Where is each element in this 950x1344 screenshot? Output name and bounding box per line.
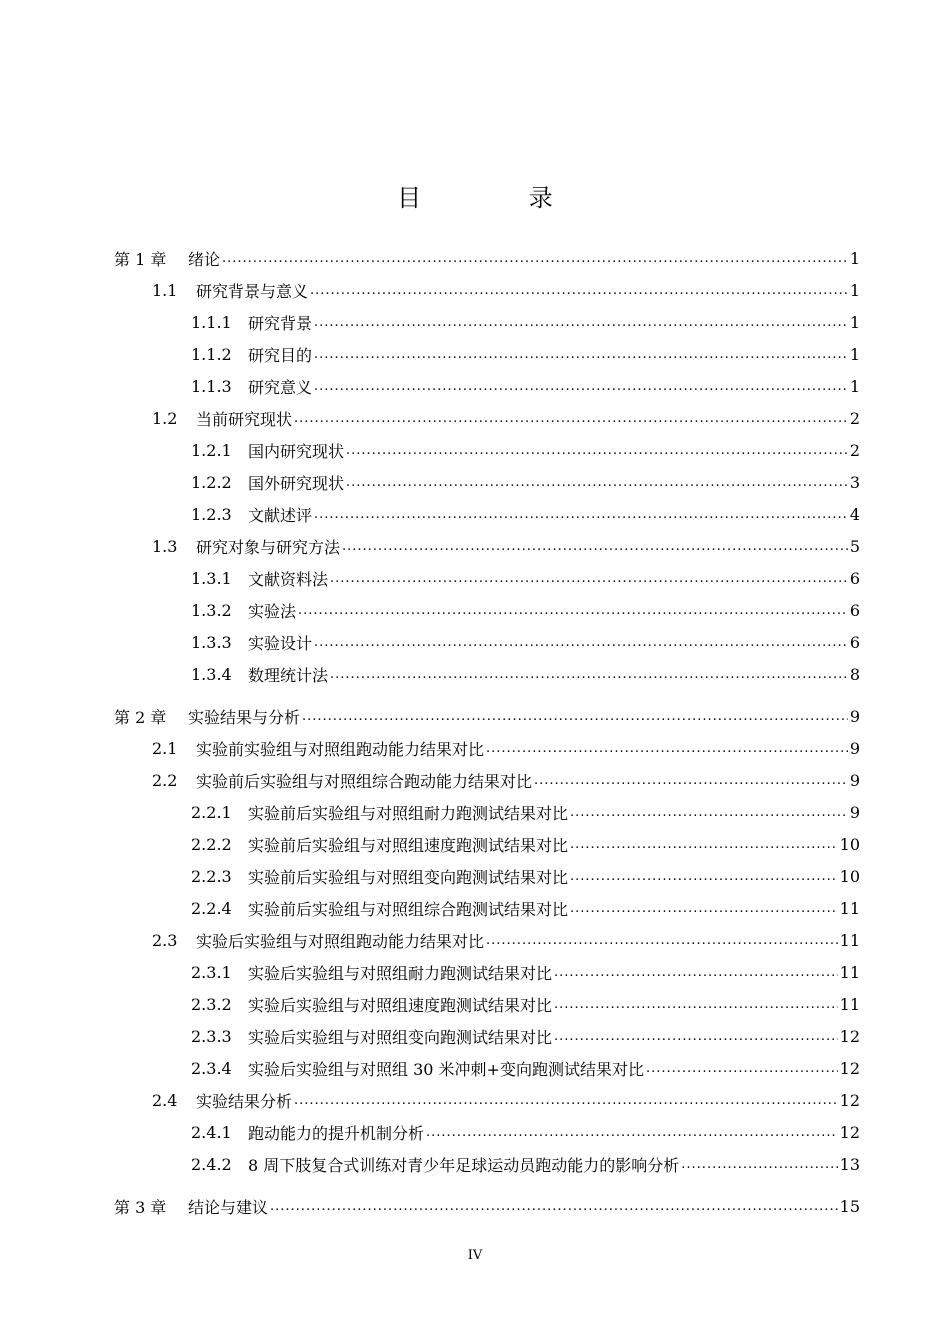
toc-entry-title: 实验前后实验组与对照组耐力跑测试结果对比 — [248, 803, 569, 823]
toc-entry[interactable] — [114, 956, 860, 988]
toc-entry-number: 1.2.3 — [191, 504, 232, 524]
toc-entry-page: 15 — [839, 1196, 860, 1216]
dot-leader — [426, 1125, 838, 1148]
dot-leader — [330, 571, 848, 594]
toc-entry-title: 8 周下肢复合式训练对青少年足球运动员跑动能力的影响分析 — [248, 1155, 680, 1175]
toc-entry-page: 1 — [849, 280, 860, 300]
toc-entry-number: 1.3.1 — [191, 568, 232, 588]
toc-entry-title: 文献资料法 — [248, 569, 329, 589]
page-title: 目 录 — [397, 184, 603, 212]
toc-entry-page: 1 — [849, 248, 860, 268]
dot-leader — [346, 475, 848, 498]
toc-entry-number: 2.2.1 — [191, 802, 232, 822]
toc-entry[interactable] — [114, 530, 860, 562]
toc-entry-title: 实验前后实验组与对照组速度跑测试结果对比 — [248, 835, 569, 855]
dot-leader — [570, 901, 838, 924]
toc-entry[interactable] — [114, 498, 860, 530]
toc-entry[interactable] — [114, 828, 860, 860]
toc-entry[interactable] — [114, 892, 860, 924]
toc-entry-title: 研究对象与研究方法 — [196, 537, 341, 557]
dot-leader — [570, 837, 838, 860]
toc-entry-page: 10 — [839, 866, 860, 886]
dot-leader — [294, 411, 848, 434]
toc-entry[interactable] — [114, 1148, 860, 1180]
toc-entry[interactable] — [114, 1190, 860, 1222]
dot-leader — [570, 805, 848, 828]
dot-leader — [298, 603, 848, 626]
dot-leader — [486, 741, 848, 764]
dot-leader — [314, 315, 848, 338]
dot-leader — [222, 251, 848, 274]
toc-entry-number: 1.1.1 — [191, 312, 232, 332]
toc-entry-title: 绪论 — [188, 249, 221, 269]
toc-entry-title: 结论与建议 — [188, 1197, 269, 1217]
toc-entry-page: 6 — [849, 600, 860, 620]
toc-entry-title: 实验法 — [248, 601, 297, 621]
toc-entry-title: 当前研究现状 — [196, 409, 293, 429]
toc-entry-title: 跑动能力的提升机制分析 — [248, 1123, 425, 1143]
toc-entry-number: 1.1.3 — [191, 376, 232, 396]
dot-leader — [486, 933, 838, 956]
toc-entry-page: 9 — [849, 802, 860, 822]
toc-entry-number: 1.3.4 — [191, 664, 232, 684]
dot-leader — [330, 667, 848, 690]
toc-entry-title: 实验前后实验组与对照组综合跑测试结果对比 — [248, 899, 569, 919]
dot-leader — [314, 635, 848, 658]
toc-entry[interactable] — [114, 1084, 860, 1116]
toc-entry-title: 实验结果分析 — [196, 1091, 293, 1111]
toc-entry[interactable] — [114, 796, 860, 828]
table-of-contents — [114, 242, 860, 1222]
toc-entry[interactable] — [114, 764, 860, 796]
toc-entry[interactable] — [114, 434, 860, 466]
toc-entry[interactable] — [114, 700, 860, 732]
toc-entry-number: 2.4 — [152, 1090, 178, 1110]
toc-entry[interactable] — [114, 370, 860, 402]
toc-entry[interactable] — [114, 1116, 860, 1148]
toc-entry-page: 9 — [849, 706, 860, 726]
toc-entry-number: 1.1.2 — [191, 344, 232, 364]
toc-entry-number: 1.2.1 — [191, 440, 232, 460]
dot-leader — [554, 997, 838, 1020]
toc-entry[interactable] — [114, 1052, 860, 1084]
toc-entry[interactable] — [114, 732, 860, 764]
dot-leader — [294, 1093, 838, 1116]
toc-entry-number: 1.1 — [152, 280, 178, 300]
toc-entry[interactable] — [114, 626, 860, 658]
toc-entry[interactable] — [114, 466, 860, 498]
toc-entry-number: 1.3.3 — [191, 632, 232, 652]
toc-entry-title: 实验后实验组与对照组跑动能力结果对比 — [196, 931, 485, 951]
toc-entry-page: 11 — [839, 994, 860, 1014]
page-number-footer: IV — [467, 1248, 483, 1263]
toc-entry-page: 13 — [839, 1154, 860, 1174]
toc-entry[interactable] — [114, 658, 860, 690]
toc-entry[interactable] — [114, 402, 860, 434]
toc-entry-page: 1 — [849, 344, 860, 364]
toc-entry-number: 2.4.1 — [191, 1122, 232, 1142]
toc-entry-page: 9 — [849, 738, 860, 758]
toc-entry-title: 实验后实验组与对照组 30 米冲刺+变向跑测试结果对比 — [248, 1059, 644, 1079]
toc-entry-page: 1 — [849, 376, 860, 396]
toc-entry-page: 11 — [839, 962, 860, 982]
toc-entry-page: 8 — [849, 664, 860, 684]
toc-entry[interactable] — [114, 1020, 860, 1052]
toc-entry-number: 1.2 — [152, 408, 178, 428]
dot-leader — [270, 1199, 838, 1222]
toc-entry-page: 12 — [839, 1026, 860, 1046]
dot-leader — [570, 869, 838, 892]
toc-entry-page: 12 — [839, 1122, 860, 1142]
toc-entry-title: 实验后实验组与对照组耐力跑测试结果对比 — [248, 963, 553, 983]
toc-entry-title: 实验后实验组与对照组变向跑测试结果对比 — [248, 1027, 553, 1047]
toc-entry[interactable] — [114, 924, 860, 956]
toc-entry-number: 1.2.2 — [191, 472, 232, 492]
dot-leader — [314, 347, 848, 370]
toc-entry-number: 1.3.2 — [191, 600, 232, 620]
toc-entry-number: 2.2.2 — [191, 834, 232, 854]
toc-entry-title: 数理统计法 — [248, 665, 329, 685]
toc-entry-title: 实验结果与分析 — [188, 707, 301, 727]
toc-entry-page: 12 — [839, 1090, 860, 1110]
toc-entry-title: 实验前实验组与对照组跑动能力结果对比 — [196, 739, 485, 759]
dot-leader — [554, 965, 838, 988]
toc-entry-page: 11 — [839, 898, 860, 918]
toc-entry-title: 实验前后实验组与对照组综合跑动能力结果对比 — [196, 771, 533, 791]
toc-entry-number: 第 2 章 — [114, 707, 167, 727]
toc-entry-number: 2.3.4 — [191, 1058, 232, 1078]
dot-leader — [342, 539, 848, 562]
toc-entry-page: 5 — [849, 536, 860, 556]
dot-leader — [310, 283, 848, 306]
toc-entry-title: 实验后实验组与对照组速度跑测试结果对比 — [248, 995, 553, 1015]
toc-entry-number: 2.2.3 — [191, 866, 232, 886]
toc-entry-page: 3 — [849, 472, 860, 492]
toc-entry-title: 实验设计 — [248, 633, 313, 653]
toc-entry-page: 9 — [849, 770, 860, 790]
toc-entry[interactable] — [114, 988, 860, 1020]
toc-entry-page: 11 — [839, 930, 860, 950]
dot-leader — [314, 379, 848, 402]
toc-entry-title: 研究背景 — [248, 313, 313, 333]
toc-entry-number: 1.3 — [152, 536, 178, 556]
toc-entry-title: 研究目的 — [248, 345, 313, 365]
toc-entry[interactable] — [114, 306, 860, 338]
toc-entry-title: 文献述评 — [248, 505, 313, 525]
toc-entry-number: 2.4.2 — [191, 1154, 232, 1174]
toc-entry[interactable] — [114, 274, 860, 306]
toc-entry-number: 第 3 章 — [114, 1197, 167, 1217]
toc-entry-title: 国外研究现状 — [248, 473, 345, 493]
toc-entry-page: 6 — [849, 568, 860, 588]
toc-entry-number: 2.3.2 — [191, 994, 232, 1014]
toc-entry[interactable] — [114, 562, 860, 594]
toc-entry[interactable] — [114, 242, 860, 274]
toc-entry-page: 10 — [839, 834, 860, 854]
toc-entry-number: 2.3.1 — [191, 962, 232, 982]
toc-entry-page: 2 — [849, 440, 860, 460]
dot-leader — [646, 1061, 838, 1084]
toc-entry-number: 2.1 — [152, 738, 178, 758]
toc-entry-page: 4 — [849, 504, 860, 524]
toc-entry-title: 研究背景与意义 — [196, 281, 309, 301]
dot-leader — [534, 773, 848, 796]
dot-leader — [346, 443, 848, 466]
toc-entry-title: 国内研究现状 — [248, 441, 345, 461]
toc-entry[interactable] — [114, 860, 860, 892]
dot-leader — [302, 709, 848, 732]
dot-leader — [314, 507, 848, 530]
toc-entry-number: 2.3 — [152, 930, 178, 950]
toc-entry-title: 研究意义 — [248, 377, 313, 397]
toc-entry-number: 第 1 章 — [114, 249, 167, 269]
toc-entry[interactable] — [114, 338, 860, 370]
toc-entry[interactable] — [114, 594, 860, 626]
toc-entry-page: 12 — [839, 1058, 860, 1078]
dot-leader — [554, 1029, 838, 1052]
toc-entry-number: 2.2 — [152, 770, 178, 790]
toc-entry-page: 6 — [849, 632, 860, 652]
toc-entry-number: 2.2.4 — [191, 898, 232, 918]
toc-entry-title: 实验前后实验组与对照组变向跑测试结果对比 — [248, 867, 569, 887]
toc-entry-page: 1 — [849, 312, 860, 332]
dot-leader — [681, 1157, 837, 1180]
toc-entry-number: 2.3.3 — [191, 1026, 232, 1046]
toc-entry-page: 2 — [849, 408, 860, 428]
